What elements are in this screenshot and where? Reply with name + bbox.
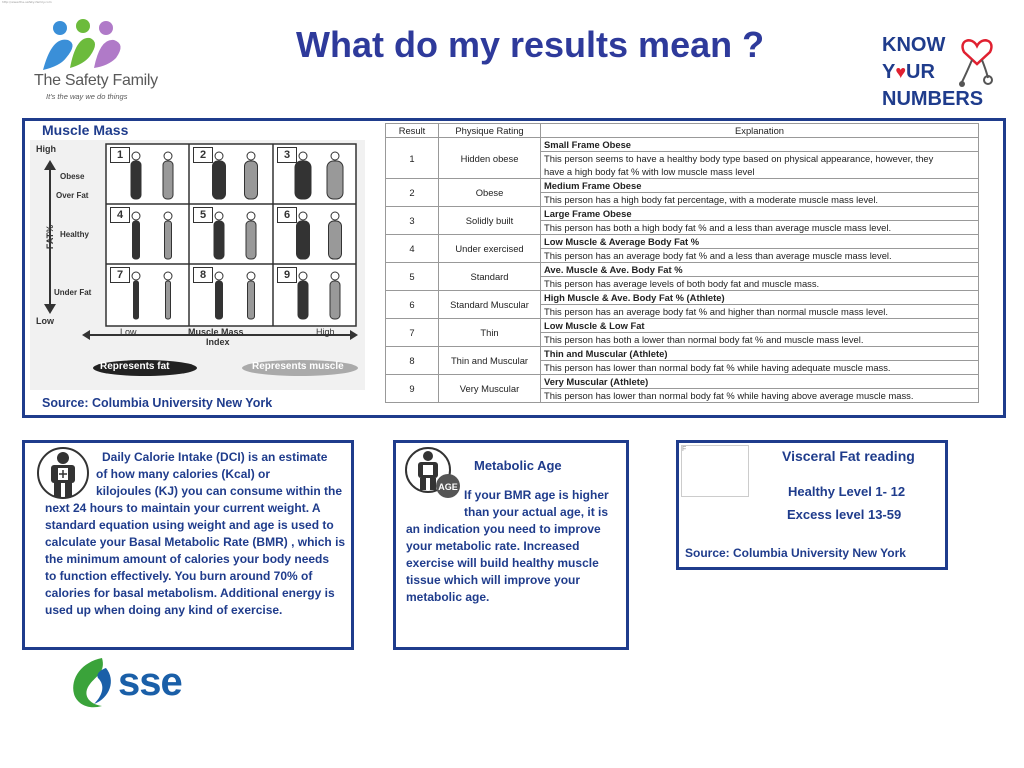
rating-cell: Thin and Muscular bbox=[439, 347, 541, 375]
results-table bbox=[385, 123, 979, 403]
y-axis-label: FAT% bbox=[45, 224, 56, 250]
muscle-source: Source: Columbia University New York bbox=[42, 396, 273, 410]
y-label-obese: Obese bbox=[60, 172, 85, 181]
explanation-text: This person has an average body fat % and a less than average muscle mass level. bbox=[541, 249, 979, 263]
legend-muscle-label: Represents muscle bbox=[252, 361, 344, 372]
explanation-heading: Thin and Muscular (Athlete) bbox=[541, 347, 979, 361]
table-row bbox=[386, 179, 979, 193]
explanation-heading: Large Frame Obese bbox=[541, 207, 979, 221]
result-cell: 7 bbox=[386, 319, 439, 347]
legend-fat-label: Represents fat bbox=[100, 361, 170, 372]
explanation-heading: High Muscle & Ave. Body Fat % (Athlete) bbox=[541, 291, 979, 305]
rating-cell: Very Muscular bbox=[439, 375, 541, 403]
body-figure bbox=[132, 212, 140, 259]
metabolic-line: If your BMR age is higher bbox=[464, 488, 609, 502]
result-cell: 6 bbox=[386, 291, 439, 319]
table-row bbox=[386, 375, 979, 389]
stethoscope-icon bbox=[952, 34, 1000, 90]
dci-line: standard equation using weight and age is used to bbox=[45, 518, 334, 532]
body-figure bbox=[215, 272, 223, 319]
dci-line: next 24 hours to maintain your current weight. A bbox=[45, 501, 321, 515]
dci-line: kilojoules (KJ) you can consume within the bbox=[96, 484, 343, 498]
y-axis-arrow-down bbox=[44, 304, 56, 314]
page-title: What do my results mean ? bbox=[296, 24, 765, 65]
table-row bbox=[386, 207, 979, 221]
grid-frame bbox=[106, 144, 356, 326]
col-result: Result bbox=[386, 124, 439, 138]
y-label-overfat: Over Fat bbox=[56, 191, 89, 200]
metabolic-line: exercise will build healthy muscle bbox=[406, 556, 599, 570]
explanation-text: This person has a high body fat percentage, with a moderate muscle mass level. bbox=[541, 193, 979, 207]
explanation-text: This person has both a high body fat % and a less than average muscle mass level. bbox=[541, 221, 979, 235]
body-figure bbox=[164, 212, 172, 259]
x-axis-label: Muscle Mass bbox=[188, 327, 244, 337]
visceral-title: Visceral Fat reading bbox=[782, 448, 915, 464]
table-row bbox=[386, 319, 979, 333]
explanation-text: have a high body fat % with low muscle mass level bbox=[541, 165, 979, 179]
explanation-heading: Low Muscle & Average Body Fat % bbox=[541, 235, 979, 249]
visceral-excess: Excess level 13-59 bbox=[787, 507, 902, 522]
chart-cell-number: 4 bbox=[110, 207, 130, 223]
result-cell: 2 bbox=[386, 179, 439, 207]
logo-name: The Safety Family bbox=[34, 72, 158, 89]
heart-icon: ♥ bbox=[895, 62, 907, 82]
dci-line: Daily Calorie Intake (DCI) is an estimate bbox=[102, 450, 328, 464]
rating-cell: Hidden obese bbox=[439, 138, 541, 179]
result-cell: 8 bbox=[386, 347, 439, 375]
explanation-heading: Very Muscular (Athlete) bbox=[541, 375, 979, 389]
chart-cell-number: 5 bbox=[193, 207, 213, 223]
result-cell: 1 bbox=[386, 138, 439, 179]
y-low-label: Low bbox=[36, 316, 54, 326]
dci-line: the minimum amount of calories your body needs bbox=[45, 552, 330, 566]
metabolic-line: metabolic age. bbox=[406, 590, 490, 604]
result-cell: 4 bbox=[386, 235, 439, 263]
table-row bbox=[386, 263, 979, 277]
chart-cell-number: 2 bbox=[193, 147, 213, 163]
metabolic-line: than your actual age, it is bbox=[464, 505, 609, 519]
table-row bbox=[386, 291, 979, 305]
table-row bbox=[386, 235, 979, 249]
chart-cell-number: 9 bbox=[277, 267, 297, 283]
kyn-line2: Y♥UR bbox=[882, 61, 935, 83]
visceral-healthy: Healthy Level 1- 12 bbox=[788, 484, 906, 499]
svg-text:AGE: AGE bbox=[438, 482, 458, 492]
chart-cell-number: 8 bbox=[193, 267, 213, 283]
explanation-heading: Ave. Muscle & Ave. Body Fat % bbox=[541, 263, 979, 277]
logo-tagline: It's the way we do things bbox=[46, 92, 128, 101]
x-low-label: Low bbox=[120, 327, 137, 337]
explanation-text: This person has both a lower than normal body fat % and muscle mass level. bbox=[541, 333, 979, 347]
metabolic-line: your metabolic rate. Increased bbox=[406, 539, 580, 553]
sse-logo-text: sse bbox=[118, 660, 182, 704]
age-icon bbox=[404, 446, 460, 500]
dci-line: used up when doing any kind of exercise. bbox=[45, 603, 283, 617]
rating-cell: Under exercised bbox=[439, 235, 541, 263]
chart-cell-number: 6 bbox=[277, 207, 297, 223]
explanation-text: This person seems to have a healthy body type based on physical appearance, however, they bbox=[541, 152, 979, 166]
x-high-label: High bbox=[316, 327, 335, 337]
person-icon bbox=[36, 446, 90, 500]
y-label-underfat: Under Fat bbox=[54, 288, 92, 297]
rating-cell: Solidly built bbox=[439, 207, 541, 235]
table-row bbox=[386, 347, 979, 361]
y-axis-arrow bbox=[44, 160, 56, 170]
dci-line: calories for basal metabolism. Additional energy is bbox=[45, 586, 335, 600]
visceral-source: Source: Columbia University New York bbox=[685, 546, 906, 560]
explanation-heading: Small Frame Obese bbox=[541, 138, 979, 152]
dci-line: of how many calories (Kcal) or bbox=[96, 467, 271, 481]
chart-cell-number: 1 bbox=[110, 147, 130, 163]
metabolic-line: tissue which will improve your bbox=[406, 573, 581, 587]
rating-cell: Standard Muscular bbox=[439, 291, 541, 319]
url-text: http://www.the-safety-family.com bbox=[2, 0, 52, 4]
result-cell: 9 bbox=[386, 375, 439, 403]
kyn-line3: NUMBERS bbox=[882, 88, 984, 110]
chart-cell-number: 3 bbox=[277, 147, 297, 163]
body-figure bbox=[247, 272, 255, 319]
explanation-heading: Medium Frame Obese bbox=[541, 179, 979, 193]
metabolic-title: Metabolic Age bbox=[474, 458, 562, 473]
visceral-image-placeholder: F bbox=[681, 445, 749, 497]
dci-line: to function effectively. You burn around 70% of bbox=[45, 569, 313, 583]
muscle-mass-chart bbox=[30, 140, 365, 390]
chart-cell-number: 7 bbox=[110, 267, 130, 283]
explanation-text: This person has lower than normal body fat % while having above average muscle mass. bbox=[541, 389, 979, 403]
x-axis-label-index: Index bbox=[206, 337, 230, 347]
table-row bbox=[386, 138, 979, 152]
muscle-mass-title: Muscle Mass bbox=[42, 122, 129, 138]
rating-cell: Thin bbox=[439, 319, 541, 347]
explanation-text: This person has an average body fat % and higher than normal muscle mass level. bbox=[541, 305, 979, 319]
body-figure bbox=[164, 272, 172, 319]
sse-swirl-icon bbox=[68, 656, 118, 710]
rating-cell: Obese bbox=[439, 179, 541, 207]
explanation-text: This person has average levels of both body fat and muscle mass. bbox=[541, 277, 979, 291]
col-explanation: Explanation bbox=[541, 124, 979, 138]
metabolic-line: an indication you need to improve bbox=[406, 522, 601, 536]
explanation-text: This person has lower than normal body fat % while having adequate muscle mass. bbox=[541, 361, 979, 375]
dci-line: calculate your Basal Metabolic Rate (BMR) , which is bbox=[45, 535, 346, 549]
kyn-line1: KNOW bbox=[882, 34, 946, 56]
rating-cell: Standard bbox=[439, 263, 541, 291]
safety-family-logo bbox=[38, 18, 128, 74]
y-high-label: High bbox=[36, 144, 56, 154]
y-label-healthy: Healthy bbox=[60, 230, 89, 239]
col-rating: Physique Rating bbox=[439, 124, 541, 138]
result-cell: 3 bbox=[386, 207, 439, 235]
body-figure bbox=[132, 272, 140, 319]
explanation-heading: Low Muscle & Low Fat bbox=[541, 319, 979, 333]
result-cell: 5 bbox=[386, 263, 439, 291]
